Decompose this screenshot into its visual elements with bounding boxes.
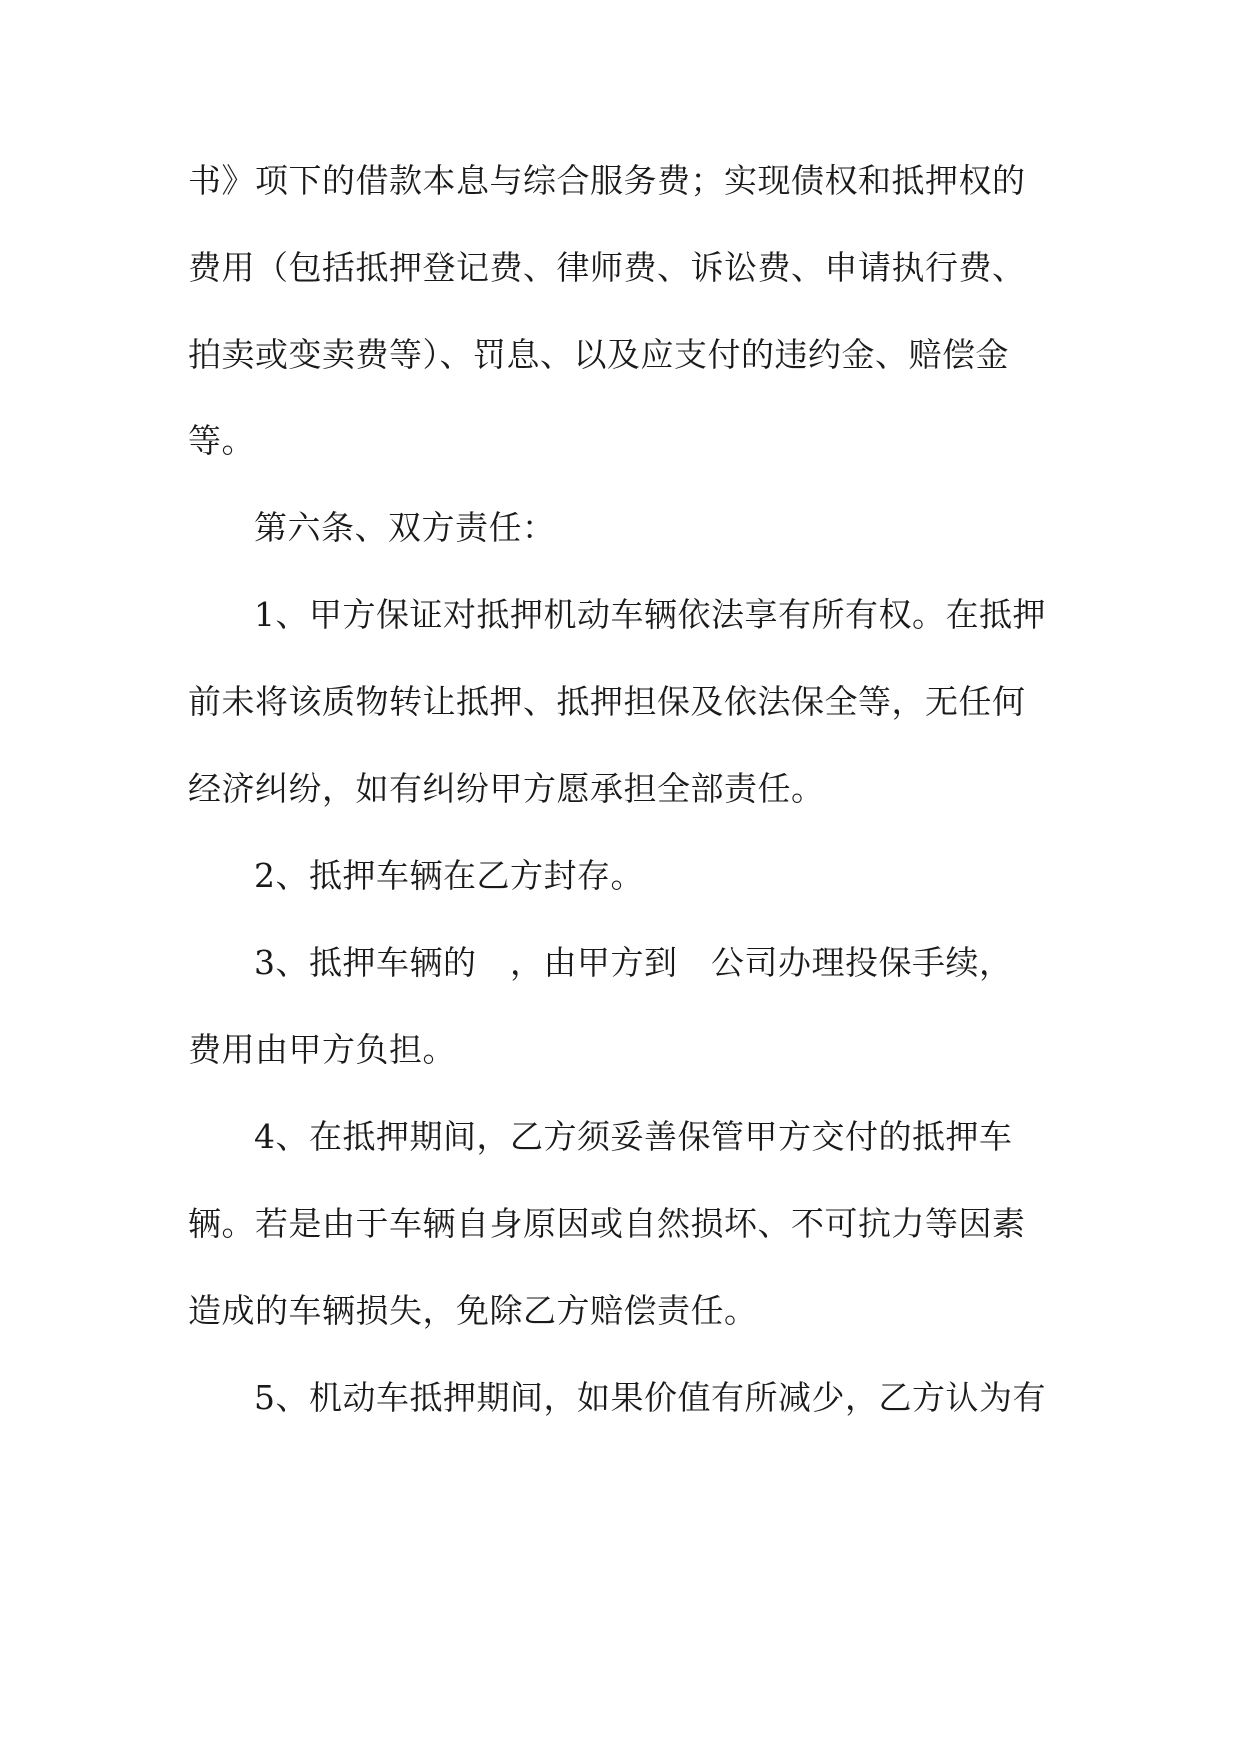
- clause-5-line: 5、机动车抵押期间，如果价值有所减少，乙方认为有: [254, 1378, 1046, 1417]
- clause-2-line: 2、抵押车辆在乙方封存。: [254, 856, 644, 895]
- clause-4-line: 4、在抵押期间，乙方须妥善保管甲方交付的抵押车: [254, 1117, 1013, 1156]
- text-line: 费用（包括抵押登记费、律师费、诉讼费、申请执行费、: [188, 248, 1026, 287]
- text-line: 费用由甲方负担。: [188, 1030, 456, 1069]
- text-line: 辆。若是由于车辆自身原因或自然损坏、不可抗力等因素: [188, 1204, 1026, 1243]
- text-line: 造成的车辆损失，免除乙方赔偿责任。: [188, 1291, 758, 1330]
- text-line: 经济纠纷，如有纠纷甲方愿承担全部责任。: [188, 769, 825, 808]
- clause-1-line: 1、甲方保证对抵押机动车辆依法享有所有权。在抵押: [254, 595, 1046, 634]
- text-line: 拍卖或变卖费等）、罚息、以及应支付的违约金、赔偿金: [188, 335, 1009, 374]
- section-heading: 第六条、双方责任：: [254, 508, 556, 547]
- text-line: 等。: [188, 421, 255, 460]
- text-line: 前未将该质物转让抵押、抵押担保及依法保全等，无任何: [188, 682, 1026, 721]
- text-line: 书》项下的借款本息与综合服务费；实现债权和抵押权的: [188, 161, 1026, 200]
- clause-3-line: 3、抵押车辆的 ，由甲方到 公司办理投保手续，: [254, 943, 1013, 982]
